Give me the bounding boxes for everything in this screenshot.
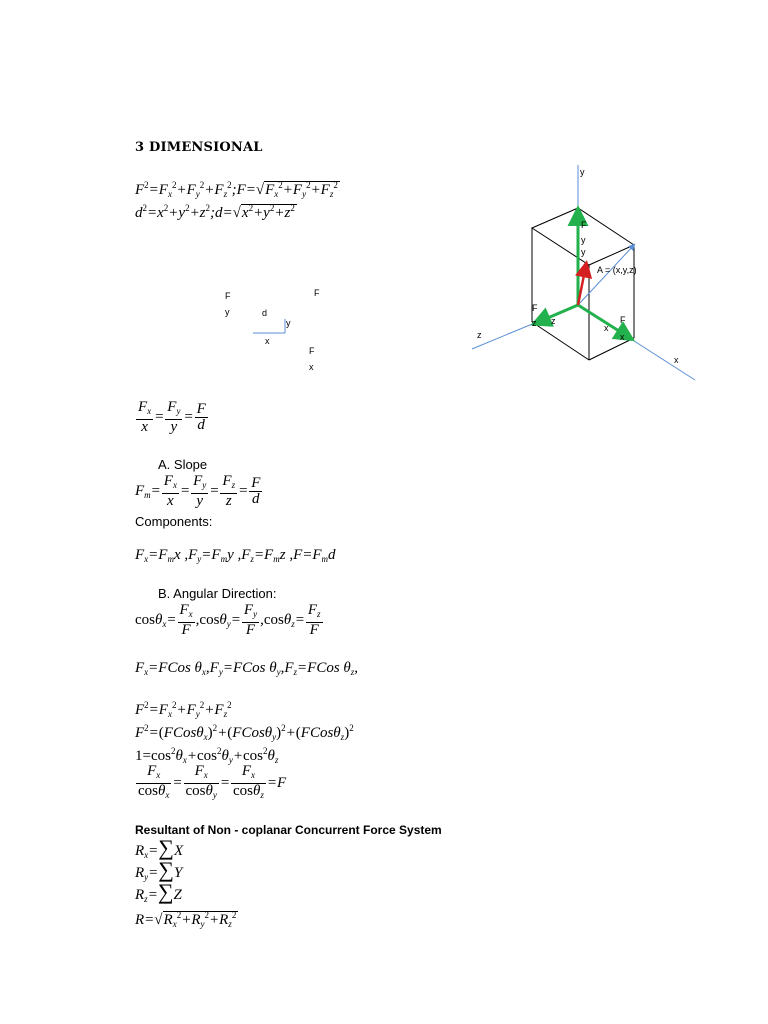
force-box-diagram	[460, 155, 710, 390]
equation-sum-squares: $F^2=F_x^2+F_y^2+F_z^2$	[135, 700, 232, 719]
equation-sum-fcos: $F^2=(FCos\theta_x)^2+(FCos\theta_y)^2+(FCos\theta_z)^2$	[135, 723, 354, 742]
sketch-label: F	[314, 288, 320, 298]
equation-proportion: $\frac{F_x}{x}$ = $\frac{F_y}{y}$ = $\frac{F}{d}$	[138, 399, 206, 435]
sketch-label: x	[265, 336, 270, 346]
fz-arrow	[536, 305, 578, 323]
fz-label-sub: z	[532, 318, 537, 328]
equation-slope: $F_m=$ $\frac{F_x}{x}$ = $\frac{F_y}{y}$ = $\frac{F_z}{z}$ = $\frac{F}{d}$	[135, 473, 261, 509]
equation-ry: $R_y=\sum Y$	[135, 857, 183, 882]
fy-label-sub: y	[581, 247, 586, 257]
resultant-heading: Resultant of Non - coplanar Concurrent Force System	[135, 823, 442, 837]
fy-label-sub: y	[581, 235, 586, 245]
page-title: 3 DIMENSIONAL	[135, 140, 263, 155]
sketch-label: y	[225, 307, 230, 317]
section-label-slope: A. Slope	[158, 457, 208, 472]
equation-distance: $d^2=x^2+y^2+z^2;d=√x^2+y^2+z^2$	[135, 203, 295, 221]
equation-resultant-magnitude: $R=√R_x^2+R_y^2+R_z^2$	[135, 910, 237, 929]
equation-f-ratio: $\frac{F_x}{\cos\theta_x}$ = $\frac{F_x}{\cos\theta_y}$ = $\frac{F_x}{\cos\theta_z}$ =F	[138, 763, 287, 800]
fx-label-sub: x	[620, 332, 625, 342]
equation-cos-identity: $1=\cos^2\theta_x+\cos^2\theta_y+\cos^2\theta_z$	[135, 746, 279, 765]
axis-label-y: y	[580, 167, 585, 177]
section-label-angular: B. Angular Direction:	[158, 586, 277, 601]
small-sketch-lines	[250, 318, 290, 338]
sketch-label: F	[309, 346, 315, 356]
equation-direction-cosines: cosθ$_x$= $\frac{F_x}{F}$ ,cosθ$_y$= $\frac{F_y}{F}$ ,cosθ$_z$= $\frac{F_z}{F}$	[135, 602, 321, 638]
equation-fcos-components: $F_x=FCos$ $\theta_x,F_y=FCos$ $\theta_y,F_z=FCos$ $\theta_z$,	[135, 660, 359, 677]
position-vector	[578, 245, 634, 305]
sketch-label: F	[225, 291, 231, 301]
equation-force-magnitude: $F^2=F_x^2+F_y^2+F_z^2;F=√F_x^2+F_y^2+F_z^2$	[135, 180, 338, 199]
sketch-label: y	[286, 318, 291, 328]
axis-label-z: z	[477, 330, 482, 340]
equation-rx: $R_x=\sum X$	[135, 835, 184, 860]
equation-components: $F_x=F_mx$ $,F_y=F_my$ $,F_z=F_mz$ $,F=F_md$	[135, 547, 336, 564]
section-label-components: Components:	[135, 514, 213, 529]
fx-label-sub: x	[604, 323, 609, 333]
fx-label: F	[620, 315, 626, 325]
fz-label: F	[532, 303, 538, 313]
fy-label: F	[581, 220, 587, 230]
sketch-label: d	[262, 308, 268, 318]
point-a-label: A = (x,y,z)	[597, 265, 637, 275]
equation-rz: $R_z=\sum Z$	[135, 879, 182, 904]
z-small-label: z	[551, 316, 556, 326]
axis-label-x: x	[674, 355, 679, 365]
sketch-label: x	[309, 362, 314, 372]
